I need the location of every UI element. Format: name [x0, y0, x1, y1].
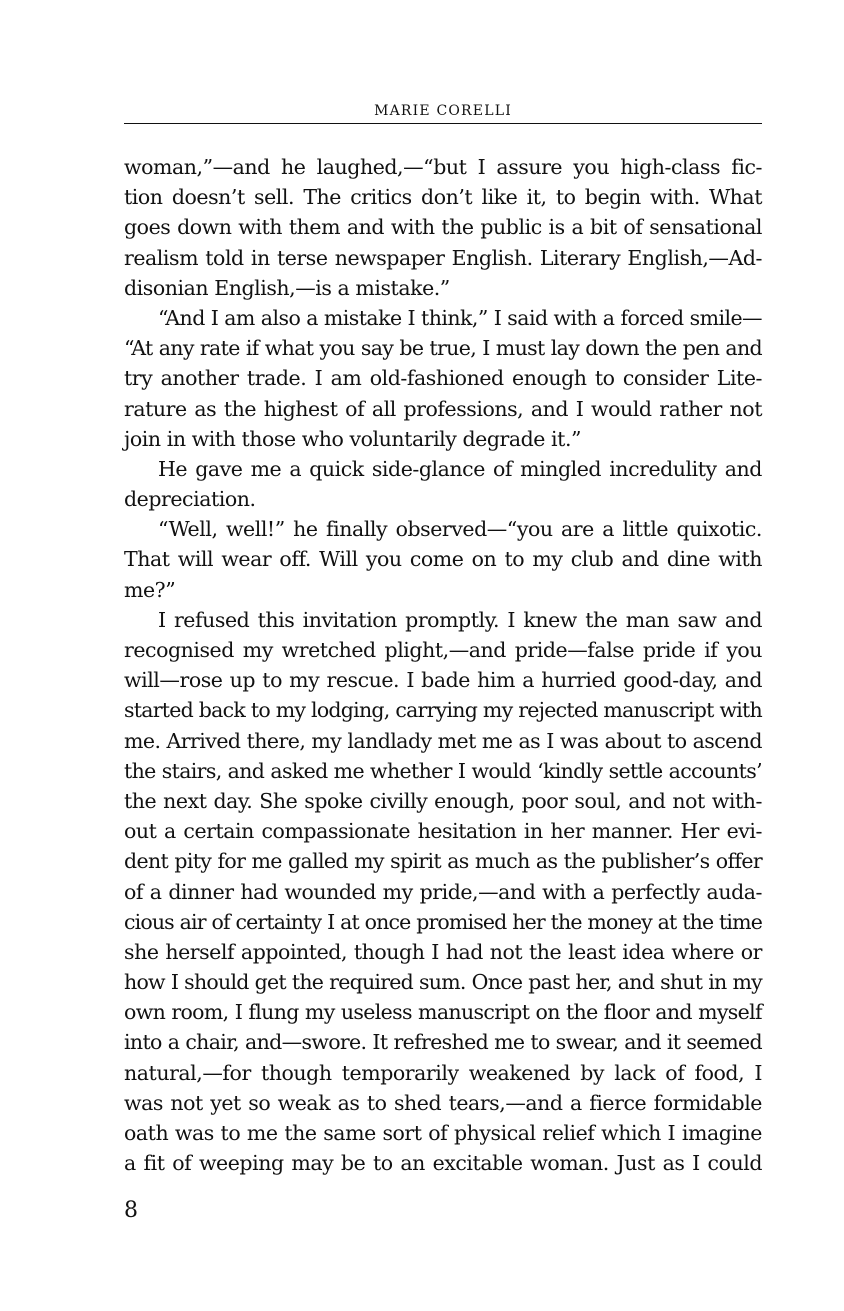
paragraph [124, 303, 762, 454]
text-line: she herself appointed, though I had not the least idea where or [124, 939, 762, 964]
paragraph [124, 605, 762, 1179]
text-line: goes down with them and with the public is a bit of sensational [124, 215, 762, 240]
text-line: rature as the highest of all professions, and I would rather not [124, 396, 762, 421]
text-line: oath was to me the same sort of physical relief which I imagine [124, 1121, 762, 1145]
text-line: me. Arrived there, my landlady met me as I was about to ascend [124, 728, 762, 753]
text-line: recognised my wretched plight,—and pride—false pride if you [124, 638, 762, 662]
header-rule [124, 123, 762, 124]
text-line: join in with those who voluntarily degrade it.” [124, 426, 582, 451]
text-line: of a dinner had wounded my pride,—and with a perfectly auda- [124, 879, 762, 904]
text-line: the stairs, and asked me whether I would ‘kindly settle accounts’ [124, 758, 762, 783]
text-line: That will wear off. Will you come on to my club and dine with [124, 547, 762, 572]
text-line: will—rose up to my rescue. I bade him a hurried good-day, and [124, 668, 762, 693]
text-line: “And I am also a mistake I think,” I said with a forced smile— [158, 305, 762, 330]
text-line: was not yet so weak as to shed tears,—and a fierce formidable [124, 1090, 762, 1115]
text-line: woman,”—and he laughed,—“but I assure you high-class fic- [124, 155, 762, 179]
page-number: 8 [124, 1198, 138, 1223]
paragraph [124, 514, 762, 605]
text-line: “Well, well!” he finally observed—“you are a little quixotic. [158, 517, 762, 542]
text-line: realism told in terse newspaper English. Literary English,—Ad- [124, 245, 762, 270]
text-line: out a certain compassionate hesitation in her manner. Her evi- [124, 819, 762, 844]
body-text [124, 152, 762, 1178]
text-line: cious air of certainty I at once promised her the money at the time [124, 909, 762, 934]
text-line: “At any rate if what you say be true, I must lay down the pen and [124, 336, 762, 361]
text-line: I refused this invitation promptly. I knew the man saw and [158, 607, 762, 632]
text-line: natural,—for though temporarily weakened by lack of food, I [124, 1060, 762, 1085]
text-line: a fit of weeping may be to an excitable woman. Just as I could [124, 1151, 762, 1176]
text-line: depreciation. [124, 487, 256, 512]
text-line: disonian English,—is a mistake.” [124, 275, 450, 300]
text-line: He gave me a quick side-glance of mingled incredulity and [158, 456, 762, 481]
text-line: the next day. She spoke civilly enough, poor soul, and not with- [124, 788, 762, 813]
paragraph [124, 152, 762, 303]
text-line: me?” [124, 577, 176, 602]
text-line: into a chair, and—swore. It refreshed me to swear, and it seemed [124, 1030, 762, 1055]
text-line: own room, I flung my useless manuscript on the floor and myself [124, 1000, 762, 1025]
text-line: try another trade. I am old-fashioned enough to consider Lite- [124, 366, 762, 391]
text-line: how I should get the required sum. Once past her, and shut in my [124, 970, 762, 995]
paragraph [124, 454, 762, 514]
text-line: tion doesn’t sell. The critics don’t like it, to begin with. What [124, 185, 762, 210]
text-line: dent pity for me galled my spirit as much as the publisher’s offer [124, 849, 762, 874]
text-line: started back to my lodging, carrying my rejected manuscript with [124, 698, 762, 723]
running-head: MARIE CORELLI [374, 103, 512, 119]
